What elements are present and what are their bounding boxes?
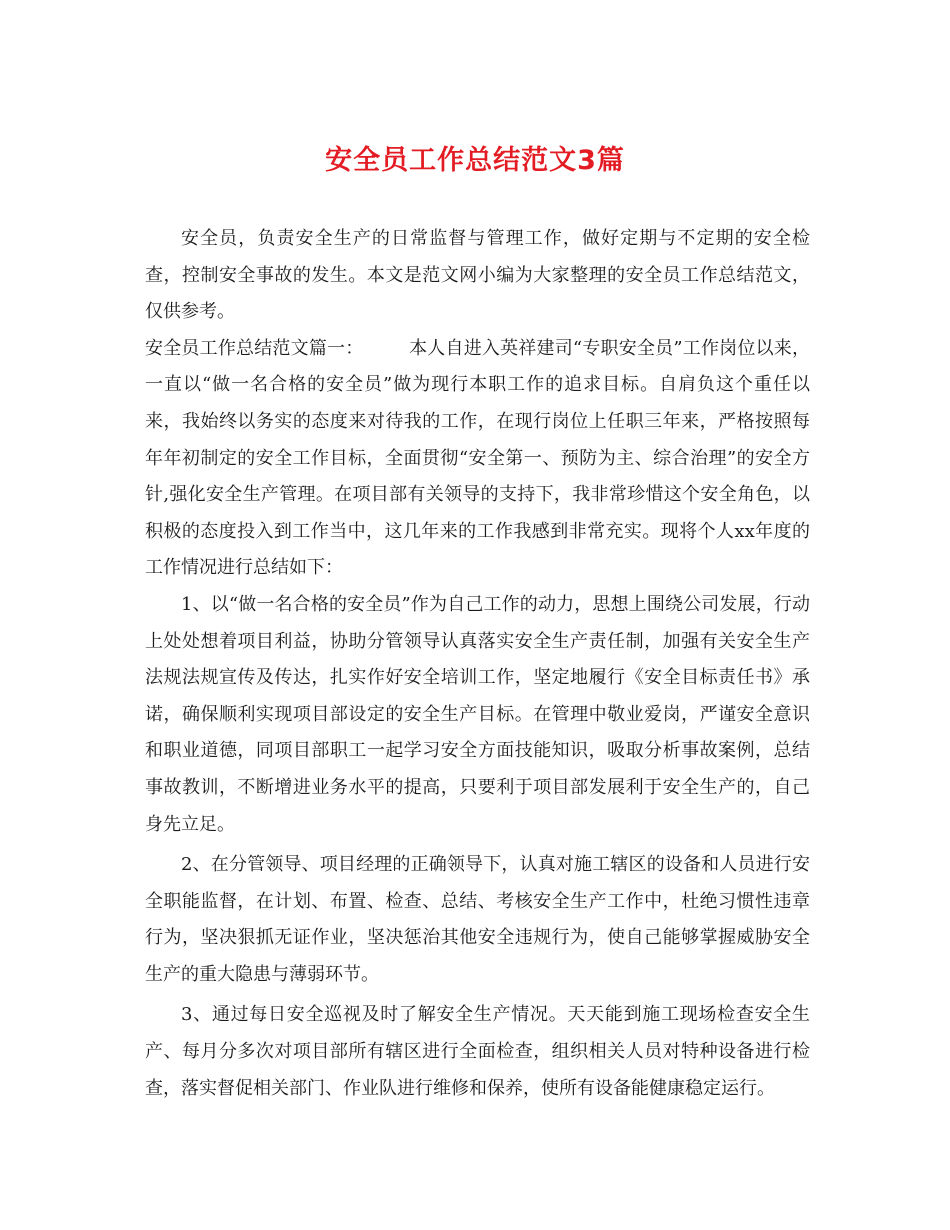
document-body — [145, 221, 810, 1107]
document-title: 安全员工作总结范文3篇 — [325, 145, 625, 176]
paragraph-intro: 安全员，负责安全生产的日常监督与管理工作，做好定期与不定期的安全检查，控制安全事故的发生。本文是范文网小编为大家整理的安全员工作总结范文，仅供参考。 — [145, 228, 810, 323]
paragraph-point-1: 1、以“做一名合格的安全员”作为自己工作的动力，思想上围绕公司发展，行动上处处想着项目利益，协助分管领导认真落实安全生产责任制，加强有关安全生产法规法规宣传及传达，扎实作好安全培训工作，坚定地履行《安全目标责任书》承诺，确保顺利实现项目部设定的安全生产目标。在管理中敬业爱岗，严谨安全意识和职业道德，同项目部职工一起学习安全方面技能知识，吸取分析事故案例，总结事故教训，不断增进业务水平的提高，只要利于项目部发展利于安全生产的，自己身先立足。 — [145, 593, 810, 835]
paragraph-article-one: 安全员工作总结范文篇一： 本人自进入英祥建司“专职安全员”工作岗位以来，一直以“做一名合格的安全员”做为现行本职工作的追求目标。自肩负这个重任以来，我始终以务实的态度来对待我的工作，在现行岗位上任职三年来，严格按照每年年初制定的安全工作目标，全面贯彻“安全第一、预防为主、综合治理”的安全方针,强化安全生产管理。在项目部有关领导的支持下，我非常珍惜这个安全角色，以积极的态度投入到工作当中，这几年来的工作我感到非常充实。现将个人xx年度的工作情况进行总结如下： — [145, 337, 810, 579]
paragraph-point-2: 2、在分管领导、项目经理的正确领导下，认真对施工辖区的设备和人员进行安全职能监督，在计划、布置、检查、总结、考核安全生产工作中，杜绝习惯性违章行为，坚决狠抓无证作业，坚决惩治其他安全违规行为，使自己能够掌握威胁安全生产的重大隐患与薄弱环节。 — [145, 854, 810, 985]
paragraph-point-3: 3、通过每日安全巡视及时了解安全生产情况。天天能到施工现场检查安全生产、每月分多次对项目部所有辖区进行全面检查，组织相关人员对特种设备进行检查，落实督促相关部门、作业队进行维修和保养，使所有设备能健康稳定运行。 — [145, 1004, 810, 1099]
